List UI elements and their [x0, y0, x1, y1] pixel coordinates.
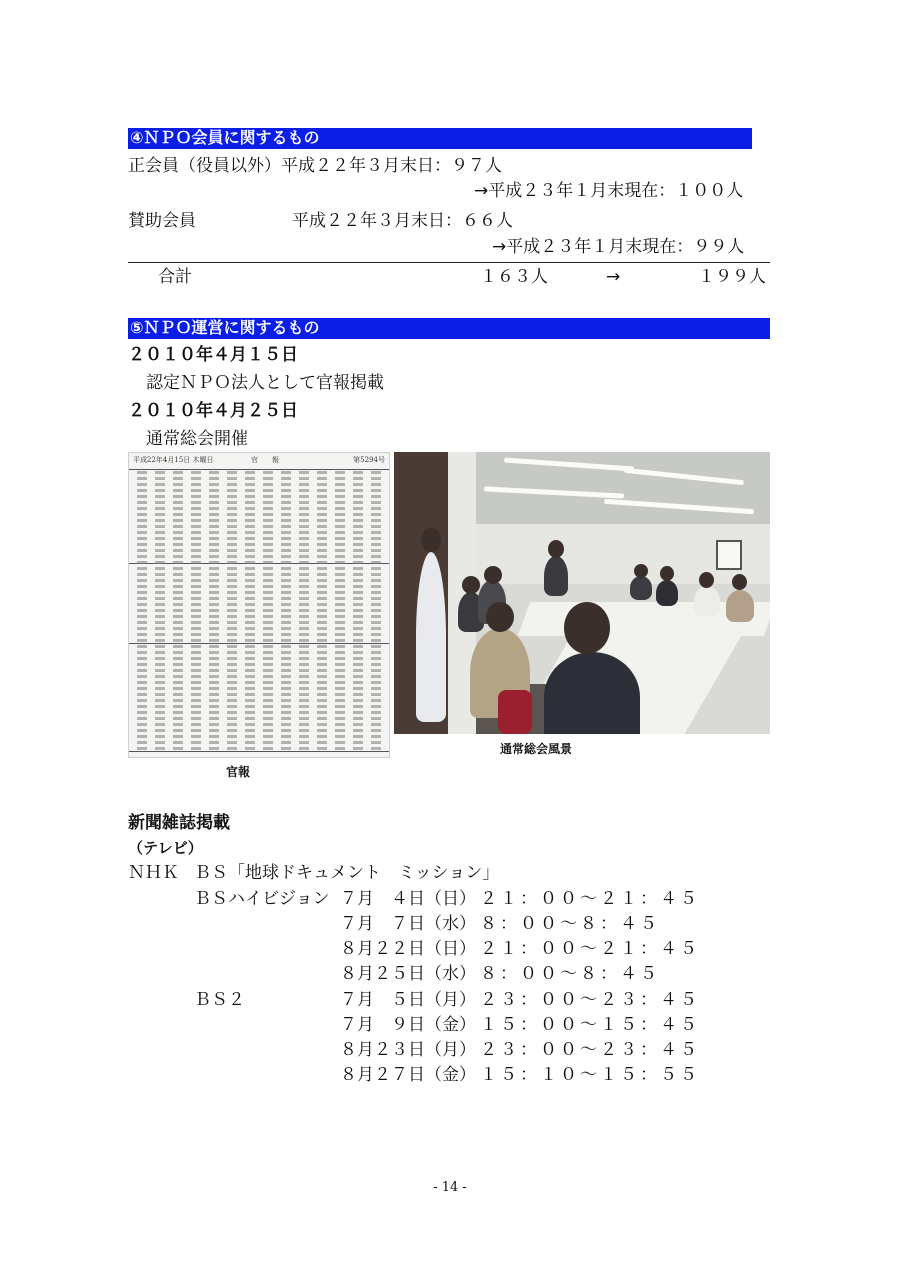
total-label: 合計: [158, 267, 192, 287]
seated-person: [726, 590, 754, 622]
slot-date: ８月２３日（月）: [340, 1040, 476, 1060]
slot-date: ７月 ５日（月）: [340, 990, 476, 1010]
gazette-text-column: [281, 471, 291, 751]
gazette-text-column: [353, 471, 363, 751]
event-description-1: 認定ＮＰＯ法人として官報掲載: [146, 373, 384, 393]
gazette-rule-2: [129, 643, 389, 644]
seated-person: [656, 580, 678, 606]
gazette-rule-top: [129, 469, 389, 470]
slot-time: ２３：００～２３：４５: [480, 990, 700, 1010]
gazette-header-title: 官 報: [251, 456, 279, 464]
slot-time: １５：００～１５：４５: [480, 1015, 700, 1035]
slot-date: ８月２５日（水）: [340, 964, 476, 984]
gazette-text-column: [155, 471, 165, 751]
gazette-text-column: [335, 471, 345, 751]
slot-date: ８月２７日（金）: [340, 1065, 476, 1085]
support-members-label: 賛助会員: [128, 211, 196, 231]
standing-person: [416, 552, 446, 722]
regular-members-update: →平成２３年１月末現在：１００人: [474, 181, 744, 201]
slot-time: ８：００～８：４５: [480, 964, 660, 984]
operations-section-heading: ⑤ＮＰＯ運営に関するもの: [128, 318, 770, 339]
slot-date: ７月 ９日（金）: [340, 1015, 476, 1035]
channel-name: ＢＳハイビジョン: [194, 889, 330, 909]
support-members-update: →平成２３年１月末現在：９９人: [492, 237, 745, 257]
total-divider: [128, 262, 770, 263]
gazette-text-column: [263, 471, 273, 751]
broadcaster: ＮＨＫ: [128, 863, 179, 883]
gazette-header-issue: 第5294号: [353, 456, 385, 464]
slot-time: ２１：００～２１：４５: [480, 939, 700, 959]
person-head: [421, 528, 441, 552]
gazette-text-column: [137, 471, 147, 751]
gazette-text-column: [299, 471, 309, 751]
wall-picture: [716, 540, 742, 570]
person-head: [732, 574, 747, 590]
support-members-value: 平成２２年３月末日：６６人: [292, 211, 513, 231]
total-after: １９９人: [698, 267, 766, 287]
total-arrow: →: [606, 267, 621, 287]
gazette-header: [133, 455, 385, 469]
gazette-rule-bottom: [129, 751, 389, 752]
tv-label: （テレビ）: [128, 839, 203, 857]
gazette-rule-1: [129, 563, 389, 564]
event-date-2: ２０１０年４月２５日: [128, 401, 298, 421]
slot-time: ２３：００～２３：４５: [480, 1040, 700, 1060]
gazette-caption: 官報: [226, 765, 251, 779]
general-meeting-photo: [394, 452, 770, 734]
regular-members-line: 正会員（役員以外）平成２２年３月末日：９７人: [128, 156, 502, 176]
event-description-2: 通常総会開催: [146, 429, 248, 449]
page-number: - 14 -: [433, 1180, 467, 1195]
slot-time: １５：１０～１５：５５: [480, 1065, 700, 1085]
seated-person: [544, 652, 640, 734]
total-before: １６３人: [480, 267, 548, 287]
speaker-person: [544, 556, 568, 596]
gazette-text-column: [245, 471, 255, 751]
seated-person: [694, 586, 720, 616]
event-date-1: ２０１０年４月１５日: [128, 345, 298, 365]
photo-caption: 通常総会風景: [500, 742, 573, 756]
person-head: [634, 564, 648, 578]
person-head: [564, 602, 610, 654]
seated-person: [630, 576, 652, 600]
media-heading: 新聞雑誌掲載: [128, 813, 230, 833]
gazette-image: [128, 452, 390, 758]
slot-time: ２１：００～２１：４５: [480, 889, 700, 909]
person-head: [660, 566, 674, 581]
slot-time: ８：００～８：４５: [480, 914, 660, 934]
slot-date: ８月２２日（日）: [340, 939, 476, 959]
gazette-text-column: [371, 471, 381, 751]
gazette-text-column: [317, 471, 327, 751]
slot-date: ７月 ４日（日）: [340, 889, 476, 909]
gazette-text-column: [209, 471, 219, 751]
person-head: [486, 602, 514, 632]
channel-name: ＢＳ２: [194, 990, 245, 1010]
red-chair: [498, 690, 532, 734]
program-title: ＢＳ「地球ドキュメント ミッション」: [194, 863, 500, 883]
person-head: [699, 572, 714, 588]
gazette-text-column: [227, 471, 237, 751]
members-section-heading: ④ＮＰＯ会員に関するもの: [128, 128, 752, 149]
gazette-header-date: 平成22年4月15日 木曜日: [133, 456, 214, 464]
gazette-text-column: [191, 471, 201, 751]
person-head: [462, 576, 480, 594]
person-head: [548, 540, 564, 558]
gazette-text-column: [173, 471, 183, 751]
slot-date: ７月 ７日（水）: [340, 914, 476, 934]
person-head: [484, 566, 502, 584]
